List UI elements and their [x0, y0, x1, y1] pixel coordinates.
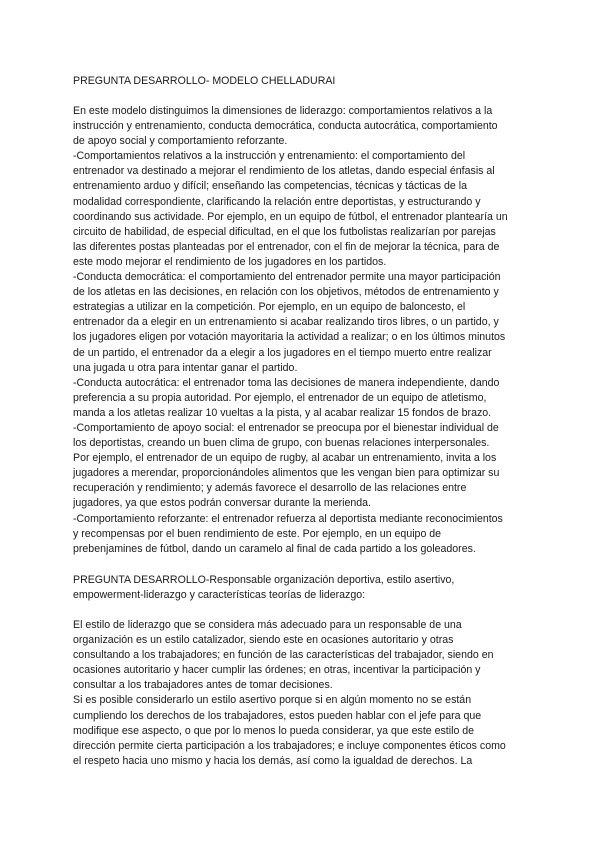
text-line: -Conducta autocrática: el entrenador toma las decisiones de manera independiente, dando	[73, 376, 500, 389]
text-line: los jugadores eligen por votación mayoritaria la actividad a realizar; o en los últimos minutos	[73, 331, 506, 344]
text-line: los deportistas, creando un buen clima de grupo, con buenas relaciones interpersonales.	[73, 437, 490, 450]
text-line: PREGUNTA DESARROLLO-Responsable organización deportiva, estilo asertivo,	[73, 574, 455, 586]
text-line: de un partido, el entrenador da a elegir a los jugadores en el tiempo muerto entre realizar	[73, 346, 492, 359]
text-line: consultar a los trabajadores antes de tomar decisiones.	[73, 679, 333, 692]
text-line: entrenador da a elegir en un entrenamiento si acabar realizando tiros libres, o un partido, y	[73, 316, 499, 329]
text-line: empowerment-liderazgo y características teorías de liderazgo:	[73, 589, 366, 602]
text-line: instrucción y entrenamiento, conducta democrática, conducta autocrática, comportamiento	[73, 120, 498, 133]
text-line: coordinando sus actividade. Por ejemplo, en un equipo de fútbol, el entrenador plantearía un	[73, 210, 508, 223]
text-line: entrenador va destinado a mejorar el rendimiento de los atletas, dando especial énfasis al	[73, 165, 495, 178]
text-line: de los atletas en las decisiones, en relación con los objetivos, métodos de entrenamiento y	[73, 286, 499, 299]
text-line: modifique ese aspecto, o que por lo menos lo pueda considerar, ya que este estilo de	[73, 724, 475, 737]
text-line: estrategias a utilizar en la competición. Por ejemplo, en un equipo de baloncesto, el	[73, 301, 466, 314]
text-line: -Comportamiento de apoyo social: el entrenador se preocupa por el bienestar individual de	[73, 421, 499, 434]
text-line: de apoyo social y comportamiento reforzante.	[73, 135, 288, 148]
text-line: recuperación y rendimiento; y además favorece el desarrollo de las relaciones entre	[73, 482, 467, 495]
text-line: En este modelo distinguimos la dimensiones de liderazgo: comportamientos relativos a la	[73, 105, 493, 117]
section-body-responsable	[73, 618, 533, 769]
section-body-chelladurai	[73, 104, 533, 557]
text-line: este modo mejorar el rendimiento de los jugadores en los partidos.	[73, 255, 387, 268]
text-line: -Comportamiento reforzante: el entrenador refuerza al deportista mediante reconocimientos	[73, 512, 503, 525]
text-line: las diferentes postas planteadas por el entrenador, con el fin de mejorar la técnica, para de	[73, 240, 500, 253]
section-heading-responsable	[73, 573, 533, 603]
text-line: circuito de habilidad, de especial dificultad, en el que los futbolistas realizarían por parejas	[73, 225, 496, 238]
text-line: manda a los atletas realizar 10 vueltas a la pista, y al acabar realizar 15 fondos de brazo.	[73, 406, 492, 419]
text-line: prebenjamines de fútbol, dando un caramelo al final de cada partido a los goleadores.	[73, 542, 476, 555]
text-line: -Conducta democrática: el comportamiento del entrenador permite una mayor participación	[73, 271, 501, 284]
text-line: jugadores a merendar, proporcionándoles alimentos que les vengan bien para optimizar su	[73, 467, 500, 480]
text-line: cumpliendo los derechos de los trabajadores, estos pueden hablar con el jefe para que	[73, 709, 482, 722]
text-line: entrenamiento arduo y difícil; enseñando las competencias, técnicas y tácticas de la	[73, 180, 467, 193]
text-line: Por ejemplo, el entrenador de un equipo de rugby, al acabar un entrenamiento, invita a los	[73, 452, 497, 465]
text-line: una jugada u otra para intentar ganar el partido.	[73, 361, 298, 374]
text-line: Si es posible considerarlo un estilo asertivo porque si en algún momento no se están	[73, 694, 472, 707]
text-line: el respeto hacia uno mismo y hacia los demás, así como la igualdad de derechos. La	[73, 754, 473, 767]
text-line: modalidad correspondiente, clarificando la relación entre deportistas, y estructurando y	[73, 195, 481, 208]
heading-line: PREGUNTA DESARROLLO- MODELO CHELLADURAI	[73, 75, 336, 87]
text-line: dirección permite cierta participación a los trabajadores; e incluye componentes éticos como	[73, 739, 506, 752]
text-line: jugadores, ya que estos podrán conversar durante la merienda.	[73, 497, 371, 510]
text-line: organización es un estilo catalizador, siendo este en ocasiones autoritario y otras	[73, 634, 454, 647]
text-line: preferencia a su propia autoridad. Por ejemplo, el entrenador de un equipo de atletismo,	[73, 391, 487, 404]
text-line: -Comportamientos relativos a la instrucción y entrenamiento: el comportamiento del	[73, 150, 466, 163]
text-line: y recompensas por el buen rendimiento de este. Por ejemplo, en un equipo de	[73, 527, 442, 540]
section-heading-chelladurai	[73, 74, 533, 89]
text-line: El estilo de liderazgo que se considera más adecuado para un responsable de una	[73, 619, 462, 631]
text-line: ocasiones autoritario y hacer cumplir las órdenes; en otras, incentivar la participación y	[73, 664, 481, 677]
text-line: consultando a los trabajadores; en función de las características del trabajador, siendo en	[73, 649, 494, 662]
